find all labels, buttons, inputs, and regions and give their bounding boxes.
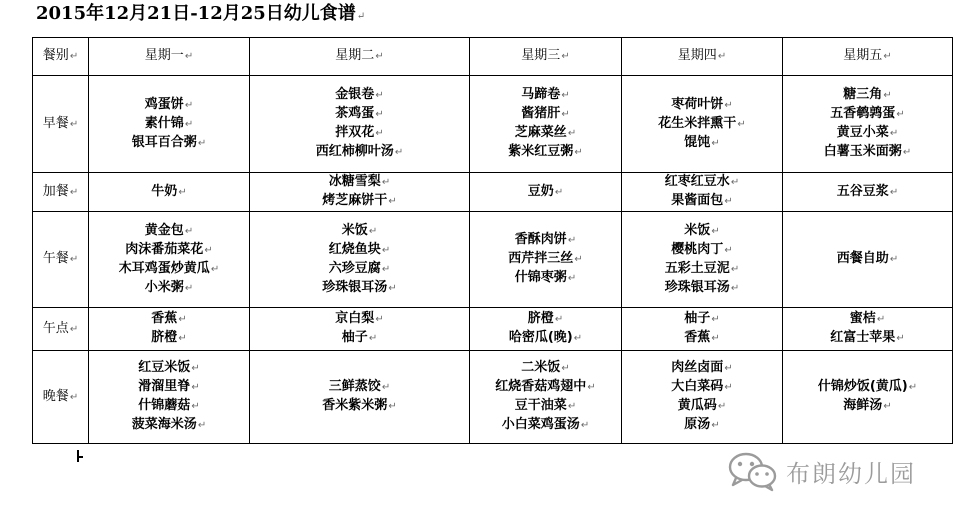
dish-name: 红枣红豆水 xyxy=(664,174,730,189)
dish-name: 樱桃肉丁 xyxy=(671,241,724,257)
dish-line xyxy=(622,134,782,153)
dish-line xyxy=(622,192,782,211)
dish-name: 红豆米饭 xyxy=(138,360,191,375)
dish-line xyxy=(783,378,952,397)
dish-line xyxy=(89,329,249,348)
menu-cell xyxy=(250,212,470,308)
paragraph-mark-icon: ↵ xyxy=(368,333,378,344)
meal-type-cell xyxy=(33,173,89,212)
dish-line xyxy=(470,231,621,250)
paragraph-mark-icon: ↵ xyxy=(191,363,200,374)
watermark-text: 布朗幼儿园 xyxy=(786,459,916,488)
dish-name: 金银卷 xyxy=(335,87,375,102)
dish-line xyxy=(89,310,249,329)
paragraph-mark-icon: ↵ xyxy=(381,263,391,275)
dish-line xyxy=(470,359,621,378)
dish-line xyxy=(250,310,469,329)
dish-line xyxy=(622,329,782,348)
dish-line xyxy=(89,115,249,134)
dish-name: 蜜桔 xyxy=(849,311,876,326)
dish-name: 银耳百合粥 xyxy=(131,134,197,150)
dish-name: 肉沫番茄菜花 xyxy=(125,241,204,257)
dish-name: 什锦炒饭(黄瓜) xyxy=(817,379,908,394)
paragraph-mark-icon: ↵ xyxy=(554,186,564,198)
day-label: 星期一 xyxy=(144,48,184,63)
dish-line xyxy=(470,310,621,329)
meal-type-label: 晚餐 xyxy=(42,388,69,404)
paragraph-mark-icon: ↵ xyxy=(381,177,391,188)
dish-name: 黄豆小菜 xyxy=(836,125,889,140)
menu-cell xyxy=(622,76,783,173)
dish-line xyxy=(783,86,952,105)
dish-line xyxy=(622,96,782,115)
dish-line xyxy=(470,183,621,202)
paragraph-mark-icon: ↵ xyxy=(375,90,384,101)
dish-line xyxy=(622,397,782,416)
menu-cell xyxy=(89,351,250,444)
wechat-icon xyxy=(724,450,780,492)
dish-line xyxy=(470,86,621,105)
meal-row xyxy=(33,308,953,351)
paragraph-mark-icon: ↵ xyxy=(191,401,200,412)
dish-name: 二米饭 xyxy=(521,360,561,375)
paragraph-mark-icon: ↵ xyxy=(191,382,200,393)
dish-name: 小米粥 xyxy=(144,279,184,295)
day-label: 星期三 xyxy=(521,48,561,63)
dish-line xyxy=(470,329,621,348)
title-text: 2015年12月21日-12月25日幼儿食谱 xyxy=(36,3,356,24)
menu-cell xyxy=(783,212,953,308)
paragraph-mark-icon: ↵ xyxy=(567,128,577,139)
dish-line xyxy=(783,105,952,124)
dish-name: 豆干油菜 xyxy=(514,398,567,413)
dish-line xyxy=(783,397,952,416)
paragraph-mark-icon: ↵ xyxy=(567,401,577,412)
paragraph-mark-icon: ↵ xyxy=(178,314,187,325)
paragraph-mark-icon: ↵ xyxy=(567,273,577,284)
paragraph-mark-icon: ↵ xyxy=(724,363,733,374)
paragraph-mark-icon: ↵ xyxy=(908,382,918,393)
dish-name: 香酥肉饼 xyxy=(514,232,567,247)
day-label: 星期二 xyxy=(335,48,375,63)
meal-type-label: 午点 xyxy=(42,320,69,336)
paragraph-mark-icon: ↵ xyxy=(388,282,397,294)
dish-name: 黄金包 xyxy=(144,222,184,238)
dish-name: 菠菜海米汤 xyxy=(131,417,197,432)
dish-line xyxy=(622,115,782,134)
dish-line xyxy=(622,279,782,298)
paragraph-mark-icon: ↵ xyxy=(567,235,577,246)
paragraph-mark-icon: ↵ xyxy=(561,363,570,374)
dish-name: 柚子 xyxy=(341,330,368,345)
dish-name: 茶鸡蛋 xyxy=(335,106,375,121)
dish-name: 西芹拌三丝 xyxy=(508,251,574,266)
paragraph-mark-icon: ↵ xyxy=(889,254,899,265)
paragraph-mark-icon: ↵ xyxy=(69,118,79,130)
meal-type-cell xyxy=(33,351,89,444)
paragraph-mark-icon: ↵ xyxy=(388,401,397,412)
dish-name: 五香鹌鹑蛋 xyxy=(830,106,896,121)
paragraph-mark-icon: ↵ xyxy=(587,382,596,393)
paragraph-mark-icon: ↵ xyxy=(184,118,194,130)
dish-name: 米饭 xyxy=(341,222,368,238)
meal-row xyxy=(33,212,953,308)
dish-line xyxy=(783,124,952,143)
menu-cell xyxy=(622,173,783,212)
dish-line xyxy=(783,310,952,329)
dish-line xyxy=(622,359,782,378)
dish-name: 原汤 xyxy=(684,417,711,432)
paragraph-mark-icon: ↵ xyxy=(876,314,886,325)
paragraph-mark-icon: ↵ xyxy=(737,118,746,130)
paragraph-mark-icon: ↵ xyxy=(724,382,733,393)
paragraph-mark-icon: ↵ xyxy=(896,109,905,120)
paragraph-mark-icon: ↵ xyxy=(889,186,899,198)
menu-cell xyxy=(470,76,622,173)
day-header xyxy=(783,38,953,76)
dish-name: 香米紫米粥 xyxy=(322,398,388,413)
paragraph-mark-icon: ↵ xyxy=(883,90,892,101)
dish-name: 大白菜码 xyxy=(671,379,724,394)
dish-name: 鸡蛋饼 xyxy=(144,96,184,112)
day-header xyxy=(89,38,250,76)
paragraph-mark-icon: ↵ xyxy=(178,186,187,198)
dish-name: 花生米拌熏干 xyxy=(658,115,737,131)
dish-line xyxy=(783,329,952,348)
meal-type-label: 午餐 xyxy=(42,251,69,266)
dish-name: 芝麻菜丝 xyxy=(514,125,567,140)
dish-line xyxy=(89,359,249,378)
menu-cell xyxy=(250,351,470,444)
dish-line xyxy=(250,260,469,279)
day-label: 星期四 xyxy=(677,48,717,63)
paragraph-mark-icon: ↵ xyxy=(69,323,79,335)
menu-cell xyxy=(783,173,953,212)
paragraph-mark-icon: ↵ xyxy=(375,109,384,120)
paragraph-mark-icon: ↵ xyxy=(69,391,79,403)
dish-line xyxy=(250,329,469,348)
paragraph-mark-icon: ↵ xyxy=(184,282,194,294)
text-cursor-icon xyxy=(77,450,79,462)
dish-name: 西餐自助 xyxy=(836,251,889,266)
menu-cell xyxy=(783,308,953,351)
dish-line xyxy=(89,397,249,416)
paragraph-mark-icon: ↵ xyxy=(724,244,733,256)
dish-name: 白薯玉米面粥 xyxy=(823,144,902,159)
paragraph-mark-icon: ↵ xyxy=(730,282,740,294)
dish-line xyxy=(89,96,249,115)
dish-line xyxy=(89,260,249,279)
watermark xyxy=(724,446,954,496)
paragraph-mark-icon: ↵ xyxy=(184,51,194,62)
menu-cell xyxy=(89,173,250,212)
dish-name: 六珍豆腐 xyxy=(328,260,381,276)
paragraph-mark-icon: ↵ xyxy=(580,420,590,431)
menu-cell xyxy=(89,76,250,173)
dish-name: 滑溜里脊 xyxy=(138,379,191,394)
meal-type-label: 早餐 xyxy=(42,115,69,131)
dish-name: 脐橙 xyxy=(151,330,178,345)
meal-row xyxy=(33,76,953,173)
paragraph-mark-icon: ↵ xyxy=(375,314,384,325)
paragraph-mark-icon: ↵ xyxy=(711,420,720,431)
paragraph-mark-icon: ↵ xyxy=(711,225,720,237)
paragraph-mark-icon: ↵ xyxy=(574,147,583,158)
dish-name: 西红柿柳叶汤 xyxy=(315,144,394,159)
meal-type-header xyxy=(33,38,89,76)
dish-name: 香蕉 xyxy=(151,311,178,326)
menu-cell xyxy=(783,351,953,444)
paragraph-mark-icon: ↵ xyxy=(394,147,404,158)
dish-name: 豆奶 xyxy=(527,183,554,199)
dish-name: 红烧鱼块 xyxy=(328,241,381,257)
paragraph-mark-icon: ↵ xyxy=(184,225,194,237)
paragraph-mark-icon: ↵ xyxy=(368,225,378,237)
dish-name: 烤芝麻饼干 xyxy=(322,193,388,208)
meal-type-cell xyxy=(33,212,89,308)
dish-line xyxy=(89,416,249,435)
dish-name: 五彩土豆泥 xyxy=(664,260,730,276)
paragraph-mark-icon: ↵ xyxy=(561,109,570,120)
paragraph-mark-icon: ↵ xyxy=(375,128,384,139)
dish-name: 什锦蘑菇 xyxy=(138,398,191,413)
dish-line xyxy=(622,416,782,435)
dish-name: 哈密瓜(晚) xyxy=(508,330,573,345)
day-label: 星期五 xyxy=(843,48,883,63)
dish-name: 米饭 xyxy=(684,222,711,238)
dish-line xyxy=(250,124,469,143)
dish-line xyxy=(250,222,469,241)
dish-name: 馄饨 xyxy=(684,134,711,150)
paragraph-mark-icon: ↵ xyxy=(375,51,384,62)
menu-cell xyxy=(250,308,470,351)
dish-name: 三鲜蒸饺 xyxy=(328,379,381,394)
dish-line xyxy=(783,250,952,269)
paragraph-mark-icon: ↵ xyxy=(69,51,79,62)
dish-line xyxy=(470,378,621,397)
dish-line xyxy=(250,378,469,397)
paragraph-mark-icon: ↵ xyxy=(883,401,892,412)
dish-line xyxy=(470,143,621,162)
paragraph-mark-icon: ↵ xyxy=(711,333,720,344)
dish-line xyxy=(250,86,469,105)
dish-name: 马蹄卷 xyxy=(521,87,561,102)
dish-line xyxy=(250,173,469,192)
dish-line xyxy=(622,260,782,279)
dish-line xyxy=(89,183,249,202)
dish-line xyxy=(470,250,621,269)
dish-name: 肉丝卤面 xyxy=(671,360,724,375)
dish-name: 紫米红豆粥 xyxy=(508,144,574,159)
paragraph-mark-icon: ↵ xyxy=(573,333,583,344)
dish-line xyxy=(783,143,952,162)
dish-line xyxy=(622,222,782,241)
dish-line xyxy=(250,143,469,162)
paragraph-mark-icon: ↵ xyxy=(561,90,570,101)
dish-line xyxy=(622,310,782,329)
paragraph-mark-icon: ↵ xyxy=(197,137,207,149)
dish-name: 京白梨 xyxy=(335,311,375,326)
paragraph-mark-icon: ↵ xyxy=(717,401,727,412)
paragraph-mark-icon: ↵ xyxy=(197,420,207,431)
menu-cell xyxy=(250,76,470,173)
dish-name: 酱猪肝 xyxy=(521,106,561,121)
dish-name: 海鲜汤 xyxy=(843,398,883,413)
menu-cell xyxy=(89,308,250,351)
menu-cell xyxy=(783,76,953,173)
paragraph-mark-icon: ↵ xyxy=(724,99,733,111)
dish-line xyxy=(783,183,952,202)
dish-name: 珍珠银耳汤 xyxy=(664,279,730,295)
meal-row xyxy=(33,351,953,444)
dish-line xyxy=(250,192,469,211)
meal-type-cell xyxy=(33,76,89,173)
day-header xyxy=(250,38,470,76)
menu-cell xyxy=(470,212,622,308)
menu-table xyxy=(32,37,953,444)
paragraph-mark-icon: ↵ xyxy=(717,51,727,62)
paragraph-mark-icon: ↵ xyxy=(178,333,187,344)
menu-cell xyxy=(470,308,622,351)
menu-cell xyxy=(622,351,783,444)
dish-line xyxy=(470,124,621,143)
dish-name: 珍珠银耳汤 xyxy=(322,279,388,295)
paragraph-mark-icon: ↵ xyxy=(902,147,912,158)
dish-name: 素什锦 xyxy=(144,115,184,131)
dish-name: 香蕉 xyxy=(684,330,711,345)
document-title xyxy=(36,2,365,29)
dish-line xyxy=(470,269,621,288)
paragraph-mark-icon: ↵ xyxy=(730,263,740,275)
dish-line xyxy=(470,397,621,416)
paragraph-mark-icon: ↵ xyxy=(896,333,905,344)
dish-name: 五谷豆浆 xyxy=(836,183,889,199)
dish-line xyxy=(622,378,782,397)
paragraph-mark-icon: ↵ xyxy=(210,263,220,275)
paragraph-mark-icon: ↵ xyxy=(554,314,564,325)
menu-cell xyxy=(250,173,470,212)
header-row xyxy=(33,38,953,76)
dish-line xyxy=(89,222,249,241)
dish-name: 糖三角 xyxy=(843,87,883,102)
dish-name: 冰糖雪梨 xyxy=(328,174,381,189)
dish-name: 红富士苹果 xyxy=(830,330,896,345)
menu-cell xyxy=(89,212,250,308)
paragraph-mark-icon: ↵ xyxy=(711,314,720,325)
dish-name: 小白菜鸡蛋汤 xyxy=(501,417,580,432)
dish-line xyxy=(470,105,621,124)
dish-line xyxy=(89,134,249,153)
dish-line xyxy=(250,397,469,416)
paragraph-mark-icon: ↵ xyxy=(69,186,79,198)
day-header xyxy=(622,38,783,76)
day-header xyxy=(470,38,622,76)
paragraph-mark-icon: ↵ xyxy=(69,254,79,265)
meal-row xyxy=(33,173,953,212)
dish-name: 枣荷叶饼 xyxy=(671,96,724,112)
dish-line xyxy=(89,279,249,298)
paragraph-mark-icon: ↵ xyxy=(730,177,740,188)
dish-line xyxy=(250,279,469,298)
paragraph-mark-icon: ↵ xyxy=(724,196,733,207)
dish-line xyxy=(622,241,782,260)
paragraph-mark-icon: ↵ xyxy=(381,244,391,256)
paragraph-mark-icon: ↵ xyxy=(184,99,194,111)
dish-name: 木耳鸡蛋炒黄瓜 xyxy=(118,260,210,276)
paragraph-mark-icon: ↵ xyxy=(381,382,391,393)
dish-name: 果酱面包 xyxy=(671,193,724,208)
dish-line xyxy=(89,241,249,260)
menu-cell xyxy=(470,351,622,444)
dish-line xyxy=(250,105,469,124)
paragraph-mark-icon: ↵ xyxy=(204,244,213,256)
paragraph-mark-icon: ↵ xyxy=(711,137,720,149)
meal-type-label: 餐别 xyxy=(42,48,69,63)
menu-cell xyxy=(622,308,783,351)
menu-cell xyxy=(622,212,783,308)
dish-line xyxy=(250,241,469,260)
meal-type-label: 加餐 xyxy=(42,183,69,199)
dish-line xyxy=(622,173,782,192)
dish-line xyxy=(470,416,621,435)
paragraph-mark-icon: ↵ xyxy=(574,254,583,265)
dish-name: 拌双花 xyxy=(335,125,375,140)
paragraph-mark-icon: ↵ xyxy=(561,51,570,62)
dish-name: 什锦枣粥 xyxy=(514,270,567,285)
menu-cell xyxy=(470,173,622,212)
dish-name: 柚子 xyxy=(684,311,711,326)
dish-name: 脐橙 xyxy=(527,311,554,326)
paragraph-mark-icon: ↵ xyxy=(889,128,899,139)
dish-name: 牛奶 xyxy=(151,183,178,199)
paragraph-mark-icon: ↵ xyxy=(356,11,366,22)
dish-line xyxy=(89,378,249,397)
dish-name: 黄瓜码 xyxy=(677,398,717,413)
paragraph-mark-icon: ↵ xyxy=(883,51,892,62)
meal-type-cell xyxy=(33,308,89,351)
paragraph-mark-icon: ↵ xyxy=(388,196,397,207)
dish-name: 红烧香菇鸡翅中 xyxy=(495,379,587,394)
